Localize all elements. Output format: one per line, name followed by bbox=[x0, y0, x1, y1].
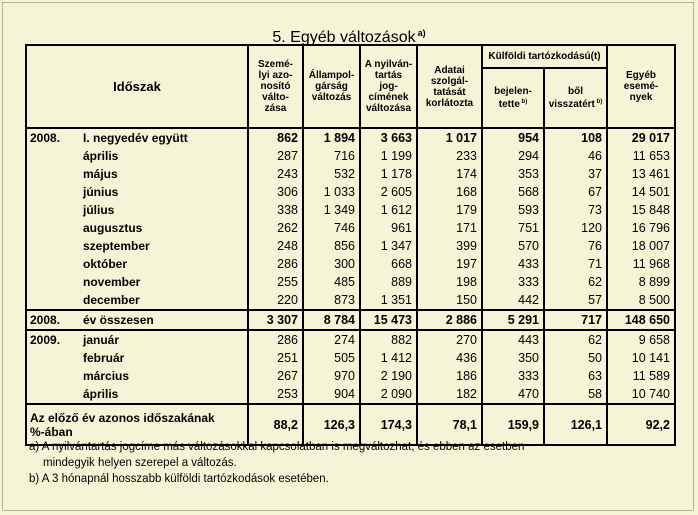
cell-data-restriction: 270 bbox=[417, 330, 482, 349]
row-period bbox=[26, 330, 248, 349]
cell-personal-id: 862 bbox=[248, 128, 303, 147]
cell-other-events: 11 653 bbox=[607, 147, 675, 165]
cell-citizenship: 532 bbox=[303, 165, 360, 183]
cell-other-events: 18 007 bbox=[607, 237, 675, 255]
row-period bbox=[26, 310, 248, 330]
table-row bbox=[26, 128, 675, 147]
cell-personal-id: 306 bbox=[248, 183, 303, 201]
header-abroad-reported: bejelen- tette $^{b)}$ bbox=[482, 68, 544, 128]
cell-data-restriction: 1 017 bbox=[417, 128, 482, 147]
row-label-line2: %-ában bbox=[30, 424, 73, 439]
row-period bbox=[26, 128, 248, 147]
row-label: március bbox=[83, 369, 130, 383]
title-footnote-mark: a) bbox=[417, 28, 426, 38]
cell-registration-title: 961 bbox=[360, 219, 417, 237]
row-label: év összesen bbox=[83, 313, 154, 327]
cell-registration-title: 1 199 bbox=[360, 147, 417, 165]
cell-personal-id: 243 bbox=[248, 165, 303, 183]
cell-personal-id: 220 bbox=[248, 291, 303, 310]
row-period bbox=[26, 219, 248, 237]
row-label: május bbox=[83, 167, 118, 181]
cell-data-restriction: 168 bbox=[417, 183, 482, 201]
cell-abroad-reported: 353 bbox=[482, 165, 544, 183]
cell-personal-id: 3 307 bbox=[248, 310, 303, 330]
cell-personal-id: 287 bbox=[248, 147, 303, 165]
cell-citizenship: 746 bbox=[303, 219, 360, 237]
row-period bbox=[26, 385, 248, 404]
cell-abroad-reported: 954 bbox=[482, 128, 544, 147]
cell-other-events: 16 796 bbox=[607, 219, 675, 237]
row-label: I. negyedév együtt bbox=[83, 131, 188, 145]
cell-other-events: 15 848 bbox=[607, 201, 675, 219]
cell-data-restriction: 150 bbox=[417, 291, 482, 310]
cell-abroad-reported: 442 bbox=[482, 291, 544, 310]
cell-abroad-returned: 58 bbox=[544, 385, 607, 404]
row-label-line1: Az előző év azonos időszakának bbox=[30, 410, 215, 425]
table-row bbox=[26, 273, 675, 291]
table-row bbox=[26, 310, 675, 330]
header-other-events: Egyéb esemé- nyek bbox=[607, 45, 675, 128]
cell-abroad-reported: 159,9 bbox=[482, 404, 544, 445]
table-row bbox=[26, 237, 675, 255]
cell-personal-id: 88,2 bbox=[248, 404, 303, 445]
cell-data-restriction: 179 bbox=[417, 201, 482, 219]
cell-personal-id: 338 bbox=[248, 201, 303, 219]
cell-registration-title: 1 178 bbox=[360, 165, 417, 183]
cell-citizenship: 1 349 bbox=[303, 201, 360, 219]
row-label: szeptember bbox=[83, 239, 150, 253]
cell-personal-id: 248 bbox=[248, 237, 303, 255]
cell-registration-title: 1 347 bbox=[360, 237, 417, 255]
row-label: december bbox=[83, 293, 140, 307]
cell-data-restriction: 186 bbox=[417, 367, 482, 385]
cell-registration-title: 882 bbox=[360, 330, 417, 349]
cell-abroad-returned: 50 bbox=[544, 349, 607, 367]
cell-personal-id: 286 bbox=[248, 330, 303, 349]
cell-abroad-returned: 57 bbox=[544, 291, 607, 310]
table-row bbox=[26, 330, 675, 349]
cell-other-events: 8 500 bbox=[607, 291, 675, 310]
table-row bbox=[26, 255, 675, 273]
row-period bbox=[26, 273, 248, 291]
row-period bbox=[26, 147, 248, 165]
cell-other-events: 10 141 bbox=[607, 349, 675, 367]
table-row bbox=[26, 291, 675, 310]
cell-citizenship: 126,3 bbox=[303, 404, 360, 445]
cell-registration-title: 1 351 bbox=[360, 291, 417, 310]
cell-citizenship: 485 bbox=[303, 273, 360, 291]
row-period bbox=[26, 255, 248, 273]
row-label: június bbox=[83, 185, 119, 199]
cell-other-events: 8 899 bbox=[607, 273, 675, 291]
cell-other-events: 11 589 bbox=[607, 367, 675, 385]
cell-data-restriction: 197 bbox=[417, 255, 482, 273]
cell-registration-title: 1 412 bbox=[360, 349, 417, 367]
cell-abroad-returned: 37 bbox=[544, 165, 607, 183]
cell-abroad-returned: 76 bbox=[544, 237, 607, 255]
row-period bbox=[26, 349, 248, 367]
header-abroad-returned: ből visszatért $^{b)}$ bbox=[544, 68, 607, 128]
row-label: április bbox=[83, 387, 119, 401]
row-label: október bbox=[83, 257, 128, 271]
cell-data-restriction: 182 bbox=[417, 385, 482, 404]
row-period bbox=[26, 165, 248, 183]
cell-personal-id: 251 bbox=[248, 349, 303, 367]
header-data-restriction: Adatai szolgál- tatását korlátozta bbox=[417, 45, 482, 128]
footnote-a-line2: mindegyik helyen szerepel a változás. bbox=[43, 457, 237, 469]
row-period bbox=[26, 201, 248, 219]
cell-other-events: 9 658 bbox=[607, 330, 675, 349]
cell-data-restriction: 399 bbox=[417, 237, 482, 255]
table-body bbox=[26, 128, 675, 445]
table-row bbox=[26, 219, 675, 237]
data-table bbox=[25, 44, 676, 446]
cell-other-events: 29 017 bbox=[607, 128, 675, 147]
row-period bbox=[26, 367, 248, 385]
cell-abroad-reported: 570 bbox=[482, 237, 544, 255]
cell-personal-id: 262 bbox=[248, 219, 303, 237]
header-registration-title: A nyilván- tartás jog- címének változása bbox=[360, 45, 417, 128]
cell-data-restriction: 198 bbox=[417, 273, 482, 291]
cell-abroad-reported: 433 bbox=[482, 255, 544, 273]
cell-abroad-returned: 126,1 bbox=[544, 404, 607, 445]
table-row bbox=[26, 147, 675, 165]
row-label: november bbox=[83, 275, 141, 289]
footnotes bbox=[29, 439, 669, 487]
cell-citizenship: 856 bbox=[303, 237, 360, 255]
cell-data-restriction: 436 bbox=[417, 349, 482, 367]
cell-other-events: 13 461 bbox=[607, 165, 675, 183]
cell-citizenship: 904 bbox=[303, 385, 360, 404]
cell-data-restriction: 171 bbox=[417, 219, 482, 237]
cell-abroad-reported: 350 bbox=[482, 349, 544, 367]
row-label: április bbox=[83, 149, 119, 163]
cell-abroad-returned: 62 bbox=[544, 273, 607, 291]
table-row bbox=[26, 165, 675, 183]
cell-other-events: 92,2 bbox=[607, 404, 675, 445]
header-period: Időszak bbox=[26, 45, 248, 128]
cell-abroad-reported: 751 bbox=[482, 219, 544, 237]
cell-abroad-returned: 63 bbox=[544, 367, 607, 385]
cell-personal-id: 253 bbox=[248, 385, 303, 404]
cell-abroad-reported: 333 bbox=[482, 273, 544, 291]
cell-other-events: 14 501 bbox=[607, 183, 675, 201]
header-abroad-group: Külföldi tartózkodású(t) bbox=[482, 45, 607, 68]
cell-abroad-reported: 333 bbox=[482, 367, 544, 385]
cell-other-events: 10 740 bbox=[607, 385, 675, 404]
cell-citizenship: 1 033 bbox=[303, 183, 360, 201]
cell-citizenship: 970 bbox=[303, 367, 360, 385]
cell-abroad-returned: 717 bbox=[544, 310, 607, 330]
row-year: 2008. bbox=[30, 131, 61, 145]
cell-registration-title: 174,3 bbox=[360, 404, 417, 445]
cell-abroad-reported: 593 bbox=[482, 201, 544, 219]
cell-citizenship: 873 bbox=[303, 291, 360, 310]
cell-registration-title: 2 190 bbox=[360, 367, 417, 385]
cell-citizenship: 1 894 bbox=[303, 128, 360, 147]
table-row bbox=[26, 385, 675, 404]
cell-citizenship: 8 784 bbox=[303, 310, 360, 330]
cell-registration-title: 1 612 bbox=[360, 201, 417, 219]
cell-registration-title: 3 663 bbox=[360, 128, 417, 147]
table-row bbox=[26, 349, 675, 367]
cell-abroad-returned: 46 bbox=[544, 147, 607, 165]
cell-registration-title: 889 bbox=[360, 273, 417, 291]
cell-personal-id: 286 bbox=[248, 255, 303, 273]
header-footnote-mark: b) bbox=[594, 99, 603, 105]
row-label: augusztus bbox=[83, 221, 143, 235]
cell-abroad-returned: 108 bbox=[544, 128, 607, 147]
cell-citizenship: 274 bbox=[303, 330, 360, 349]
header-personal-id: Szemé- lyi azo- nosító válto- zása bbox=[248, 45, 303, 128]
cell-citizenship: 300 bbox=[303, 255, 360, 273]
cell-abroad-returned: 71 bbox=[544, 255, 607, 273]
cell-registration-title: 15 473 bbox=[360, 310, 417, 330]
cell-abroad-returned: 67 bbox=[544, 183, 607, 201]
cell-other-events: 11 968 bbox=[607, 255, 675, 273]
row-period bbox=[26, 237, 248, 255]
cell-data-restriction: 233 bbox=[417, 147, 482, 165]
cell-other-events: 148 650 bbox=[607, 310, 675, 330]
row-period bbox=[26, 183, 248, 201]
cell-abroad-reported: 443 bbox=[482, 330, 544, 349]
cell-registration-title: 668 bbox=[360, 255, 417, 273]
cell-personal-id: 255 bbox=[248, 273, 303, 291]
cell-data-restriction: 2 886 bbox=[417, 310, 482, 330]
cell-abroad-reported: 294 bbox=[482, 147, 544, 165]
header-citizenship: Állampol- gárság változás bbox=[303, 45, 360, 128]
cell-abroad-reported: 470 bbox=[482, 385, 544, 404]
row-year: 2008. bbox=[30, 313, 61, 327]
table-row bbox=[26, 201, 675, 219]
row-label: július bbox=[83, 203, 115, 217]
header-footnote-mark: b) bbox=[519, 99, 528, 105]
cell-registration-title: 2 605 bbox=[360, 183, 417, 201]
footnote-a-line1: a) A nyilvántartás jogcíme más változásokkal kapcsolatban is megváltozhat, és ebben az esetben bbox=[29, 441, 525, 453]
title-text: 5. Egyéb változások bbox=[272, 29, 416, 46]
footnote-b: b) A 3 hónapnál hosszabb külföldi tartózkodások esetében. bbox=[29, 473, 329, 485]
cell-citizenship: 505 bbox=[303, 349, 360, 367]
cell-registration-title: 2 090 bbox=[360, 385, 417, 404]
table-row bbox=[26, 183, 675, 201]
row-year: 2009. bbox=[30, 333, 61, 347]
row-label: január bbox=[83, 333, 120, 347]
cell-abroad-returned: 62 bbox=[544, 330, 607, 349]
cell-abroad-returned: 73 bbox=[544, 201, 607, 219]
cell-abroad-reported: 5 291 bbox=[482, 310, 544, 330]
row-period bbox=[26, 291, 248, 310]
row-label: február bbox=[83, 351, 125, 365]
cell-data-restriction: 174 bbox=[417, 165, 482, 183]
table-row bbox=[26, 367, 675, 385]
cell-data-restriction: 78,1 bbox=[417, 404, 482, 445]
cell-personal-id: 267 bbox=[248, 367, 303, 385]
cell-abroad-reported: 568 bbox=[482, 183, 544, 201]
cell-abroad-returned: 120 bbox=[544, 219, 607, 237]
cell-citizenship: 716 bbox=[303, 147, 360, 165]
